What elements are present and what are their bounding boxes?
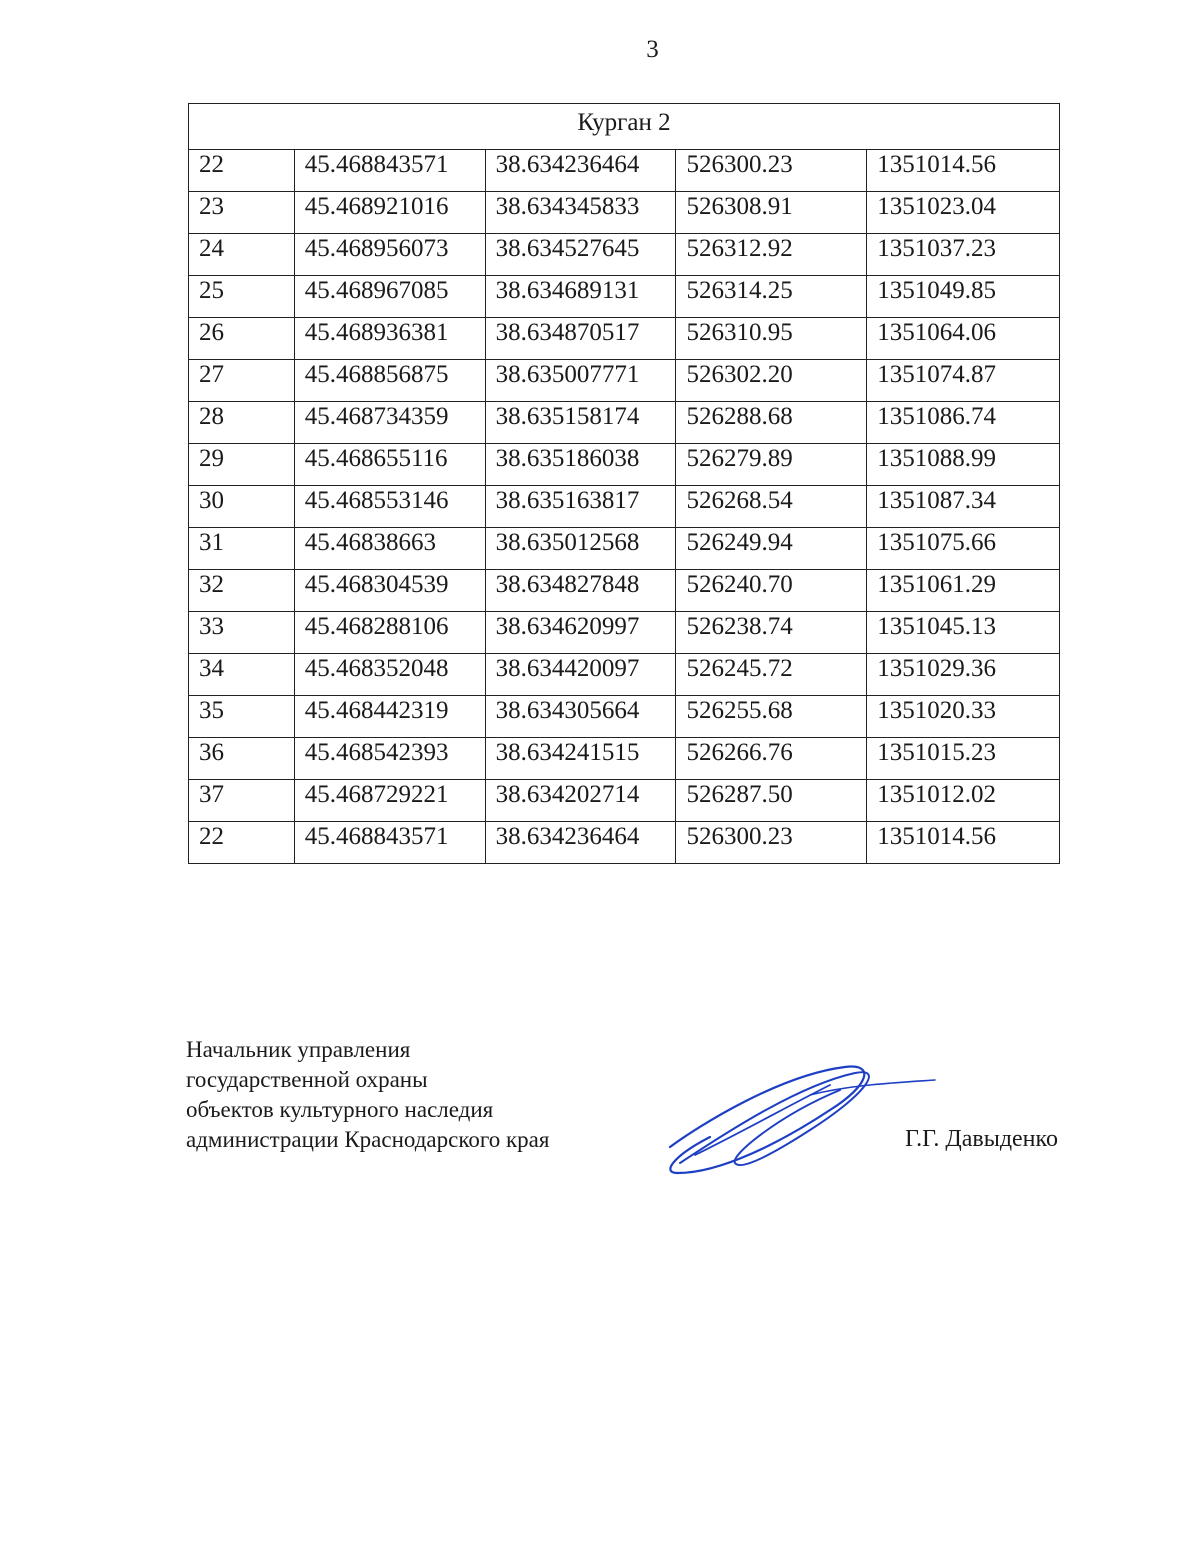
x-coordinate-cell: 526312.92 (676, 234, 867, 276)
longitude-cell: 38.634345833 (485, 192, 676, 234)
table-row (189, 654, 1060, 696)
longitude-cell: 38.634236464 (485, 822, 676, 864)
table-row (189, 570, 1060, 612)
x-coordinate-cell: 526245.72 (676, 654, 867, 696)
latitude-cell: 45.468288106 (294, 612, 485, 654)
point-number-cell: 29 (189, 444, 295, 486)
longitude-cell: 38.634527645 (485, 234, 676, 276)
longitude-cell: 38.635158174 (485, 402, 676, 444)
latitude-cell: 45.468956073 (294, 234, 485, 276)
longitude-cell: 38.635012568 (485, 528, 676, 570)
table-row (189, 738, 1060, 780)
latitude-cell: 45.468352048 (294, 654, 485, 696)
y-coordinate-cell: 1351075.66 (867, 528, 1060, 570)
y-coordinate-cell: 1351045.13 (867, 612, 1060, 654)
longitude-cell: 38.634870517 (485, 318, 676, 360)
position-line: объектов культурного наследия (186, 1097, 494, 1122)
x-coordinate-cell: 526255.68 (676, 696, 867, 738)
table-row (189, 234, 1060, 276)
longitude-cell: 38.634236464 (485, 150, 676, 192)
y-coordinate-cell: 1351086.74 (867, 402, 1060, 444)
latitude-cell: 45.468542393 (294, 738, 485, 780)
y-coordinate-cell: 1351020.33 (867, 696, 1060, 738)
point-number-cell: 26 (189, 318, 295, 360)
latitude-cell: 45.468843571 (294, 822, 485, 864)
x-coordinate-cell: 526279.89 (676, 444, 867, 486)
table-row (189, 612, 1060, 654)
longitude-cell: 38.634620997 (485, 612, 676, 654)
latitude-cell: 45.468734359 (294, 402, 485, 444)
y-coordinate-cell: 1351014.56 (867, 822, 1060, 864)
signer-name: Г.Г. Давыденко (905, 1126, 1058, 1152)
point-number-cell: 37 (189, 780, 295, 822)
point-number-cell: 36 (189, 738, 295, 780)
signatory-position (186, 1035, 549, 1155)
x-coordinate-cell: 526310.95 (676, 318, 867, 360)
table-row (189, 822, 1060, 864)
latitude-cell: 45.46838663 (294, 528, 485, 570)
position-line: администрации Краснодарского края (186, 1127, 550, 1152)
page-number: 3 (646, 36, 659, 63)
x-coordinate-cell: 526268.54 (676, 486, 867, 528)
latitude-cell: 45.468655116 (294, 444, 485, 486)
point-number-cell: 31 (189, 528, 295, 570)
y-coordinate-cell: 1351037.23 (867, 234, 1060, 276)
longitude-cell: 38.635007771 (485, 360, 676, 402)
position-line: Начальник управления (186, 1037, 411, 1062)
table-row (189, 696, 1060, 738)
point-number-cell: 32 (189, 570, 295, 612)
latitude-cell: 45.468843571 (294, 150, 485, 192)
y-coordinate-cell: 1351049.85 (867, 276, 1060, 318)
longitude-cell: 38.634827848 (485, 570, 676, 612)
table-caption: Курган 2 (189, 104, 1060, 150)
y-coordinate-cell: 1351061.29 (867, 570, 1060, 612)
x-coordinate-cell: 526308.91 (676, 192, 867, 234)
latitude-cell: 45.468553146 (294, 486, 485, 528)
point-number-cell: 28 (189, 402, 295, 444)
point-number-cell: 22 (189, 150, 295, 192)
y-coordinate-cell: 1351074.87 (867, 360, 1060, 402)
y-coordinate-cell: 1351088.99 (867, 444, 1060, 486)
point-number-cell: 34 (189, 654, 295, 696)
point-number-cell: 24 (189, 234, 295, 276)
longitude-cell: 38.634420097 (485, 654, 676, 696)
latitude-cell: 45.468729221 (294, 780, 485, 822)
coordinates-table (188, 103, 1060, 864)
point-number-cell: 30 (189, 486, 295, 528)
y-coordinate-cell: 1351023.04 (867, 192, 1060, 234)
point-number-cell: 27 (189, 360, 295, 402)
y-coordinate-cell: 1351087.34 (867, 486, 1060, 528)
position-line: государственной охраны (186, 1067, 428, 1092)
table-row (189, 192, 1060, 234)
x-coordinate-cell: 526288.68 (676, 402, 867, 444)
longitude-cell: 38.634689131 (485, 276, 676, 318)
handwritten-signature (660, 1055, 950, 1185)
longitude-cell: 38.635163817 (485, 486, 676, 528)
table-row (189, 318, 1060, 360)
x-coordinate-cell: 526287.50 (676, 780, 867, 822)
point-number-cell: 22 (189, 822, 295, 864)
point-number-cell: 35 (189, 696, 295, 738)
point-number-cell: 23 (189, 192, 295, 234)
latitude-cell: 45.468856875 (294, 360, 485, 402)
y-coordinate-cell: 1351014.56 (867, 150, 1060, 192)
y-coordinate-cell: 1351029.36 (867, 654, 1060, 696)
x-coordinate-cell: 526300.23 (676, 150, 867, 192)
longitude-cell: 38.634202714 (485, 780, 676, 822)
y-coordinate-cell: 1351064.06 (867, 318, 1060, 360)
x-coordinate-cell: 526314.25 (676, 276, 867, 318)
table-row (189, 276, 1060, 318)
x-coordinate-cell: 526240.70 (676, 570, 867, 612)
table-row (189, 150, 1060, 192)
latitude-cell: 45.468304539 (294, 570, 485, 612)
longitude-cell: 38.634241515 (485, 738, 676, 780)
y-coordinate-cell: 1351015.23 (867, 738, 1060, 780)
x-coordinate-cell: 526300.23 (676, 822, 867, 864)
x-coordinate-cell: 526238.74 (676, 612, 867, 654)
longitude-cell: 38.635186038 (485, 444, 676, 486)
latitude-cell: 45.468936381 (294, 318, 485, 360)
table-row (189, 528, 1060, 570)
point-number-cell: 25 (189, 276, 295, 318)
x-coordinate-cell: 526249.94 (676, 528, 867, 570)
longitude-cell: 38.634305664 (485, 696, 676, 738)
table-row (189, 360, 1060, 402)
x-coordinate-cell: 526302.20 (676, 360, 867, 402)
latitude-cell: 45.468967085 (294, 276, 485, 318)
latitude-cell: 45.468921016 (294, 192, 485, 234)
table-row (189, 402, 1060, 444)
table-row (189, 780, 1060, 822)
latitude-cell: 45.468442319 (294, 696, 485, 738)
point-number-cell: 33 (189, 612, 295, 654)
table-row (189, 444, 1060, 486)
table-caption-row (189, 104, 1060, 150)
x-coordinate-cell: 526266.76 (676, 738, 867, 780)
table-row (189, 486, 1060, 528)
y-coordinate-cell: 1351012.02 (867, 780, 1060, 822)
